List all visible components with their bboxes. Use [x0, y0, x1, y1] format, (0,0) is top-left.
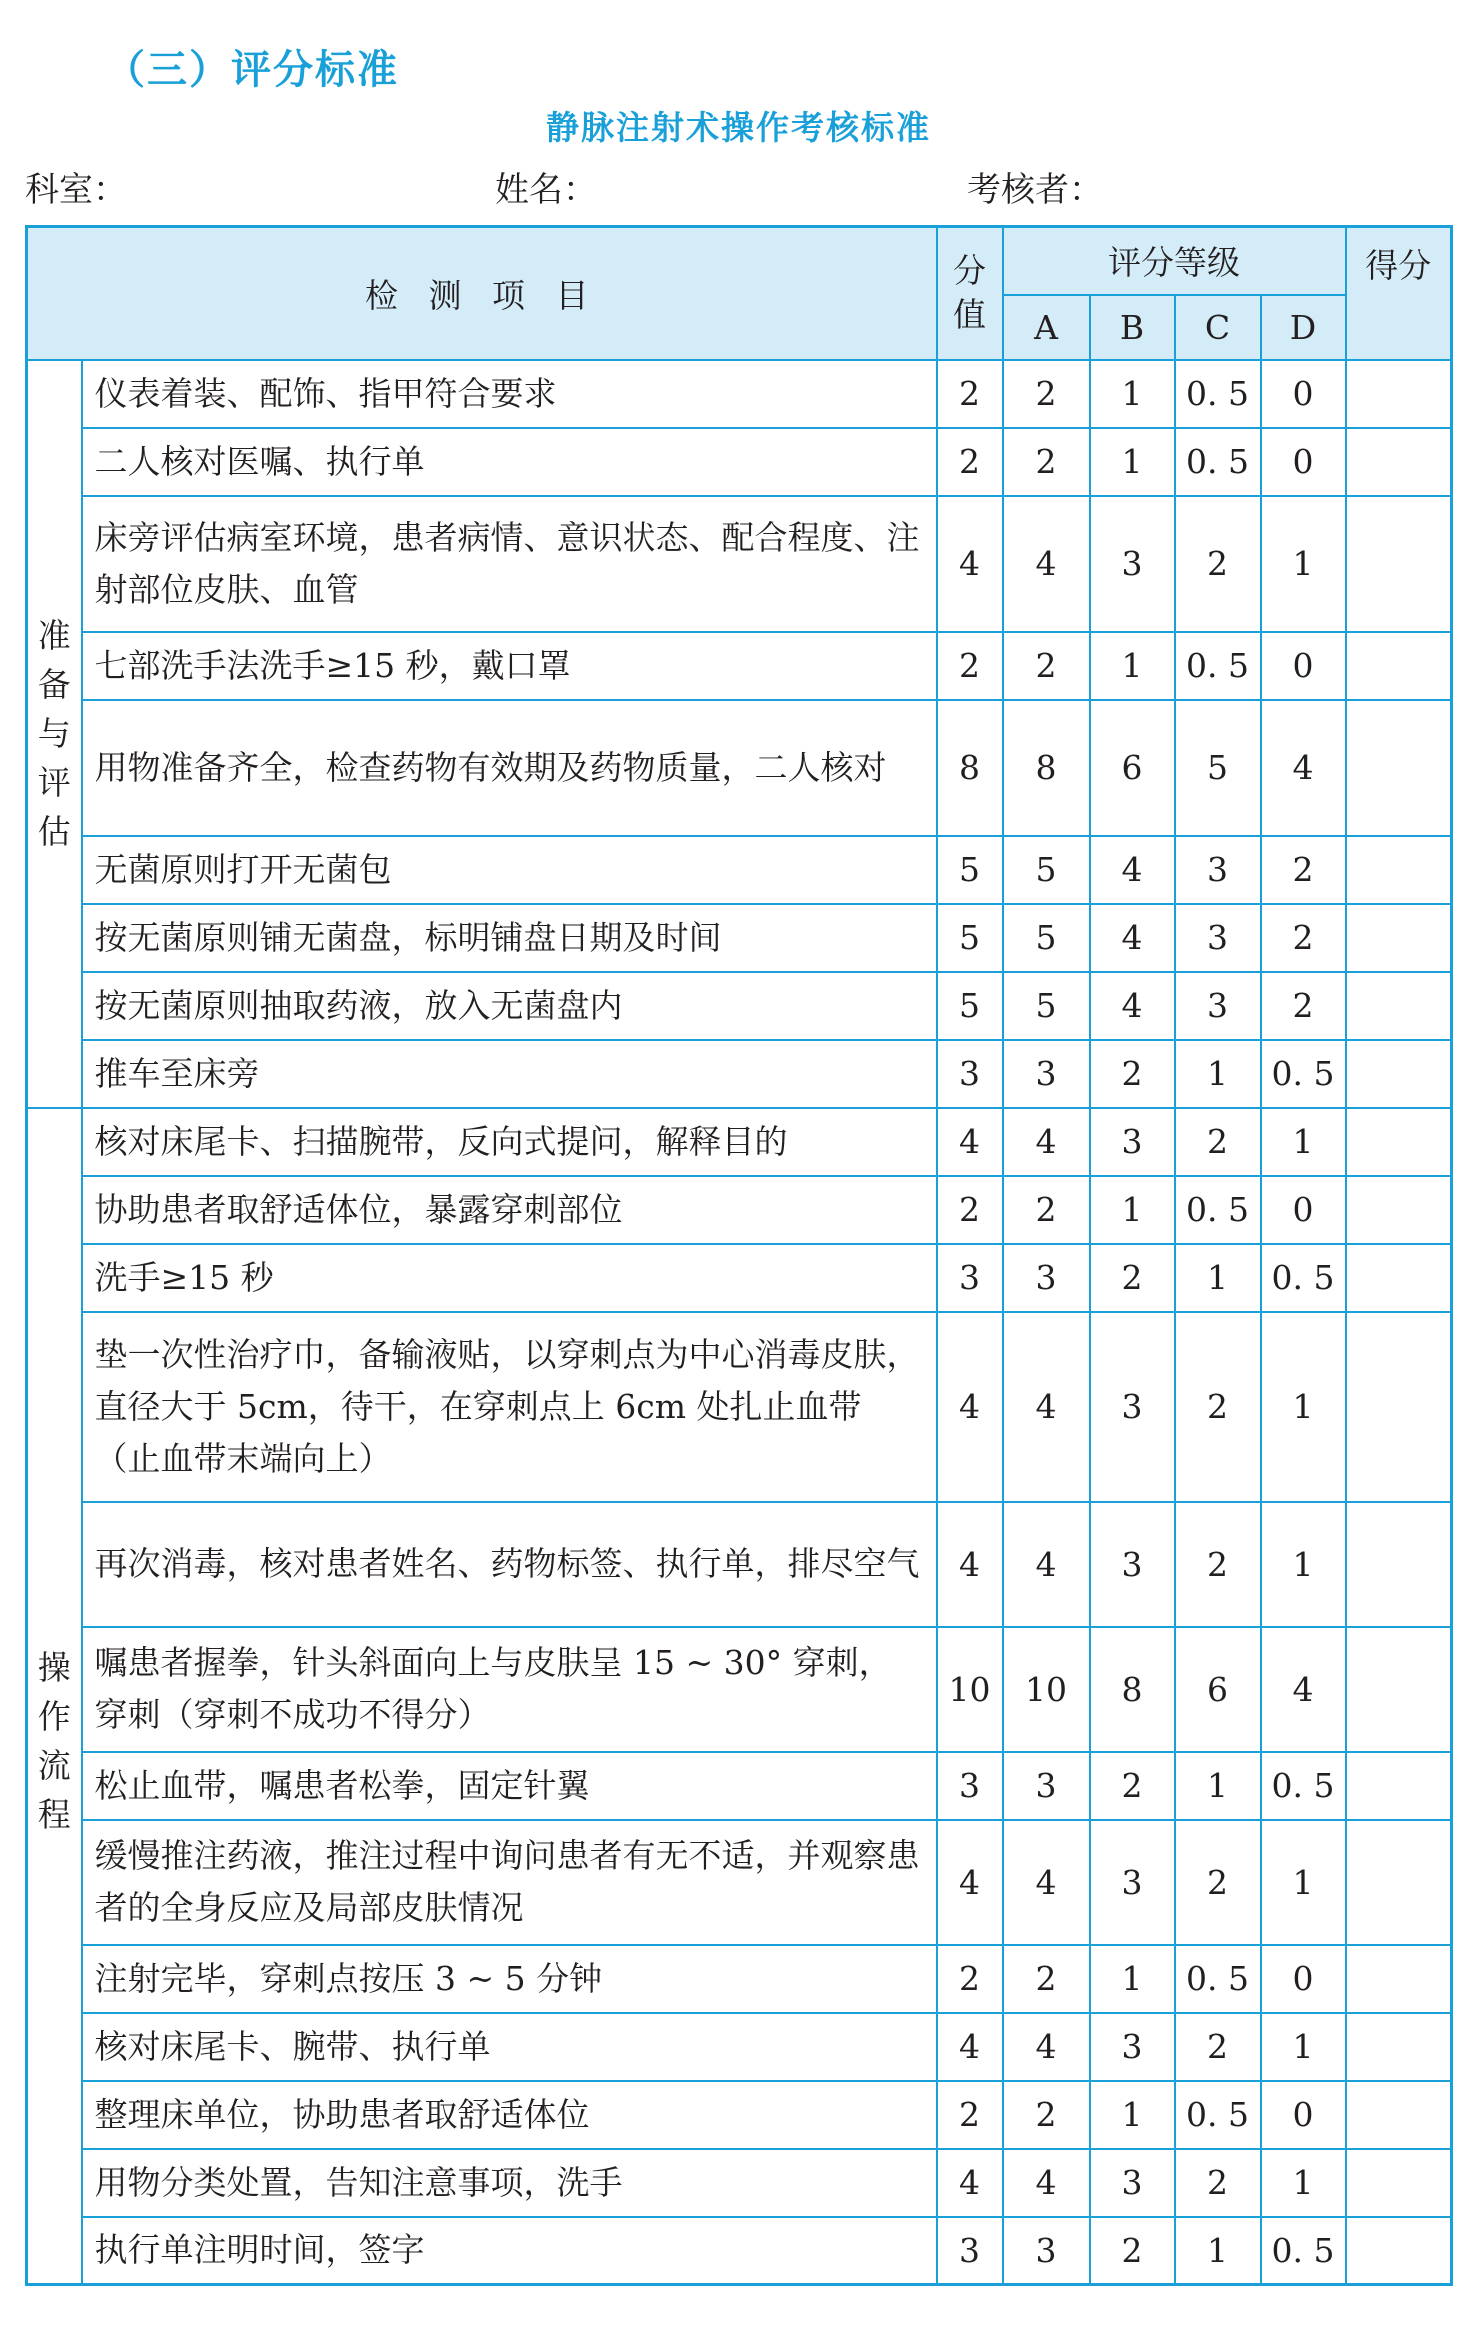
got-score-cell [1346, 1820, 1452, 1945]
grade-d-cell: 1 [1261, 1312, 1346, 1502]
grade-b-cell: 3 [1090, 1820, 1175, 1945]
grade-a-cell: 2 [1003, 1945, 1090, 2013]
score-value-cell: 4 [937, 1820, 1003, 1945]
header-grade-b: B [1090, 295, 1175, 360]
grade-d-cell: 1 [1261, 2013, 1346, 2081]
grade-a-cell: 3 [1003, 1752, 1090, 1820]
grade-b-cell: 3 [1090, 1502, 1175, 1627]
grade-d-cell: 1 [1261, 1820, 1346, 1945]
grade-a-cell: 4 [1003, 496, 1090, 632]
table-row [27, 1312, 1452, 1502]
category-procedure [27, 1108, 82, 2285]
grade-d-cell: 0 [1261, 428, 1346, 496]
score-value-cell: 5 [937, 836, 1003, 904]
table-row [27, 836, 1452, 904]
score-value-cell: 3 [937, 2217, 1003, 2285]
category-label: 准备与评估 [37, 616, 71, 851]
table-row [27, 1752, 1452, 1820]
category-preparation [27, 360, 82, 1108]
score-value-cell: 2 [937, 428, 1003, 496]
item-text: 二人核对医嘱、执行单 [82, 428, 937, 496]
table-row [27, 1244, 1452, 1312]
score-value-cell: 5 [937, 904, 1003, 972]
got-score-cell [1346, 1502, 1452, 1627]
score-value-cell: 2 [937, 360, 1003, 428]
name-label: 姓名： [495, 170, 597, 210]
header-grade-c: C [1175, 295, 1261, 360]
grade-d-cell: 2 [1261, 836, 1346, 904]
item-text: 无菌原则打开无菌包 [82, 836, 937, 904]
grade-d-cell: 0 [1261, 1176, 1346, 1244]
table-row [27, 496, 1452, 632]
grade-c-cell: 5 [1175, 700, 1261, 836]
grade-d-cell: 1 [1261, 1108, 1346, 1176]
grade-a-cell: 5 [1003, 904, 1090, 972]
got-score-cell [1346, 836, 1452, 904]
score-value-cell: 3 [937, 1244, 1003, 1312]
item-text: 垫一次性治疗巾，备输液贴，以穿刺点为中心消毒皮肤，直径大于 5cm，待干，在穿刺点上 6cm 处扎止血带（止血带末端向上） [82, 1312, 937, 1502]
table-row [27, 1040, 1452, 1108]
grade-b-cell: 3 [1090, 1108, 1175, 1176]
table-row [27, 2149, 1452, 2217]
grade-c-cell: 6 [1175, 1627, 1261, 1752]
got-score-cell [1346, 2081, 1452, 2149]
grade-c-cell: 1 [1175, 1040, 1261, 1108]
category-label: 操作流程 [37, 1647, 71, 1834]
table-row [27, 1176, 1452, 1244]
table-row [27, 972, 1452, 1040]
item-text: 七部洗手法洗手≥15 秒，戴口罩 [82, 632, 937, 700]
grade-d-cell: 2 [1261, 904, 1346, 972]
grade-a-cell: 4 [1003, 1820, 1090, 1945]
score-value-cell: 4 [937, 496, 1003, 632]
grade-d-cell: 0. 5 [1261, 1244, 1346, 1312]
table-row [27, 632, 1452, 700]
table-row [27, 1945, 1452, 2013]
grade-a-cell: 4 [1003, 2149, 1090, 2217]
table-row [27, 700, 1452, 836]
item-text: 缓慢推注药液，推注过程中询问患者有无不适，并观察患者的全身反应及局部皮肤情况 [82, 1820, 937, 1945]
grade-a-cell: 8 [1003, 700, 1090, 836]
header-score-value: 分值 [937, 227, 1003, 360]
grade-c-cell: 2 [1175, 2149, 1261, 2217]
grade-b-cell: 6 [1090, 700, 1175, 836]
grade-d-cell: 1 [1261, 1502, 1346, 1627]
table-row [27, 1627, 1452, 1752]
grade-a-cell: 5 [1003, 836, 1090, 904]
grade-a-cell: 4 [1003, 1502, 1090, 1627]
grade-b-cell: 4 [1090, 836, 1175, 904]
item-text: 仪表着装、配饰、指甲符合要求 [82, 360, 937, 428]
grade-c-cell: 0. 5 [1175, 360, 1261, 428]
item-text: 再次消毒，核对患者姓名、药物标签、执行单，排尽空气 [82, 1502, 937, 1627]
grade-a-cell: 2 [1003, 1176, 1090, 1244]
header-grade-a: A [1003, 295, 1090, 360]
got-score-cell [1346, 1176, 1452, 1244]
got-score-cell [1346, 632, 1452, 700]
grade-a-cell: 3 [1003, 1040, 1090, 1108]
item-text: 按无菌原则铺无菌盘，标明铺盘日期及时间 [82, 904, 937, 972]
table-row [27, 1820, 1452, 1945]
grade-a-cell: 3 [1003, 2217, 1090, 2285]
grade-a-cell: 4 [1003, 1312, 1090, 1502]
got-score-cell [1346, 1244, 1452, 1312]
got-score-cell [1346, 1627, 1452, 1752]
grade-c-cell: 1 [1175, 1244, 1261, 1312]
grade-b-cell: 8 [1090, 1627, 1175, 1752]
grade-c-cell: 2 [1175, 1820, 1261, 1945]
got-score-cell [1346, 2149, 1452, 2217]
item-text: 注射完毕，穿刺点按压 3 ~ 5 分钟 [82, 1945, 937, 2013]
item-text: 按无菌原则抽取药液，放入无菌盘内 [82, 972, 937, 1040]
grade-c-cell: 1 [1175, 2217, 1261, 2285]
score-value-cell: 2 [937, 1945, 1003, 2013]
grade-d-cell: 0 [1261, 632, 1346, 700]
score-value-cell: 3 [937, 1040, 1003, 1108]
got-score-cell [1346, 700, 1452, 836]
section-title: （三）评分标准 [105, 47, 399, 93]
grade-c-cell: 3 [1175, 972, 1261, 1040]
item-text: 核对床尾卡、腕带、执行单 [82, 2013, 937, 2081]
header-grade: 评分等级 [1003, 227, 1346, 295]
item-text: 执行单注明时间，签字 [82, 2217, 937, 2285]
grade-c-cell: 2 [1175, 1312, 1261, 1502]
item-text: 推车至床旁 [82, 1040, 937, 1108]
score-value-cell: 4 [937, 1108, 1003, 1176]
got-score-cell [1346, 1945, 1452, 2013]
grade-c-cell: 0. 5 [1175, 1176, 1261, 1244]
document-title: 静脉注射术操作考核标准 [546, 108, 931, 147]
table-row [27, 1502, 1452, 1627]
grade-c-cell: 2 [1175, 496, 1261, 632]
score-value-cell: 4 [937, 2013, 1003, 2081]
grade-b-cell: 3 [1090, 496, 1175, 632]
item-text: 床旁评估病室环境，患者病情、意识状态、配合程度、注射部位皮肤、血管 [82, 496, 937, 632]
grade-d-cell: 4 [1261, 1627, 1346, 1752]
score-value-cell: 10 [937, 1627, 1003, 1752]
grade-b-cell: 2 [1090, 1040, 1175, 1108]
item-text: 松止血带，嘱患者松拳，固定针翼 [82, 1752, 937, 1820]
table-row [27, 428, 1452, 496]
grade-c-cell: 0. 5 [1175, 2081, 1261, 2149]
grade-c-cell: 2 [1175, 2013, 1261, 2081]
grade-b-cell: 2 [1090, 1244, 1175, 1312]
got-score-cell [1346, 360, 1452, 428]
table-row [27, 360, 1452, 428]
got-score-cell [1346, 496, 1452, 632]
item-text: 协助患者取舒适体位，暴露穿刺部位 [82, 1176, 937, 1244]
grade-c-cell: 3 [1175, 904, 1261, 972]
grade-b-cell: 4 [1090, 972, 1175, 1040]
grade-c-cell: 1 [1175, 1752, 1261, 1820]
score-value-cell: 2 [937, 2081, 1003, 2149]
grade-d-cell: 1 [1261, 2149, 1346, 2217]
score-value-cell: 4 [937, 1312, 1003, 1502]
grade-c-cell: 0. 5 [1175, 428, 1261, 496]
got-score-cell [1346, 972, 1452, 1040]
grade-b-cell: 1 [1090, 428, 1175, 496]
grade-d-cell: 2 [1261, 972, 1346, 1040]
scoring-table [25, 225, 1453, 2286]
got-score-cell [1346, 1752, 1452, 1820]
grade-d-cell: 0. 5 [1261, 2217, 1346, 2285]
grade-b-cell: 1 [1090, 2081, 1175, 2149]
table-row [27, 2081, 1452, 2149]
grade-b-cell: 2 [1090, 1752, 1175, 1820]
item-text: 整理床单位，协助患者取舒适体位 [82, 2081, 937, 2149]
examiner-label: 考核者： [967, 170, 1103, 210]
department-label: 科室： [25, 170, 127, 210]
grade-c-cell: 0. 5 [1175, 1945, 1261, 2013]
got-score-cell [1346, 904, 1452, 972]
table-row [27, 1108, 1452, 1176]
score-value-cell: 8 [937, 700, 1003, 836]
table-row [27, 2013, 1452, 2081]
grade-a-cell: 2 [1003, 428, 1090, 496]
header-got-score: 得分 [1346, 227, 1452, 360]
item-text: 洗手≥15 秒 [82, 1244, 937, 1312]
table-row [27, 2217, 1452, 2285]
grade-d-cell: 0 [1261, 360, 1346, 428]
grade-c-cell: 3 [1175, 836, 1261, 904]
got-score-cell [1346, 2013, 1452, 2081]
grade-a-cell: 2 [1003, 2081, 1090, 2149]
grade-b-cell: 3 [1090, 2149, 1175, 2217]
grade-a-cell: 4 [1003, 2013, 1090, 2081]
grade-a-cell: 10 [1003, 1627, 1090, 1752]
grade-b-cell: 3 [1090, 1312, 1175, 1502]
score-value-cell: 4 [937, 2149, 1003, 2217]
score-value-cell: 2 [937, 632, 1003, 700]
item-text: 用物分类处置，告知注意事项，洗手 [82, 2149, 937, 2217]
grade-b-cell: 1 [1090, 1945, 1175, 2013]
grade-c-cell: 0. 5 [1175, 632, 1261, 700]
grade-b-cell: 1 [1090, 1176, 1175, 1244]
grade-c-cell: 2 [1175, 1502, 1261, 1627]
grade-c-cell: 2 [1175, 1108, 1261, 1176]
table-row [27, 904, 1452, 972]
grade-a-cell: 2 [1003, 360, 1090, 428]
grade-d-cell: 0. 5 [1261, 1040, 1346, 1108]
grade-d-cell: 0 [1261, 1945, 1346, 2013]
grade-d-cell: 0 [1261, 2081, 1346, 2149]
item-text: 用物准备齐全，检查药物有效期及药物质量，二人核对 [82, 700, 937, 836]
grade-a-cell: 4 [1003, 1108, 1090, 1176]
grade-a-cell: 2 [1003, 632, 1090, 700]
item-text: 嘱患者握拳，针头斜面向上与皮肤呈 15 ~ 30° 穿刺，穿刺（穿刺不成功不得分） [82, 1627, 937, 1752]
grade-b-cell: 1 [1090, 360, 1175, 428]
header-item: 检 测 项 目 [27, 227, 937, 360]
score-value-cell: 2 [937, 1176, 1003, 1244]
got-score-cell [1346, 1108, 1452, 1176]
grade-b-cell: 2 [1090, 2217, 1175, 2285]
got-score-cell [1346, 1312, 1452, 1502]
grade-d-cell: 4 [1261, 700, 1346, 836]
got-score-cell [1346, 2217, 1452, 2285]
item-text: 核对床尾卡、扫描腕带，反向式提问，解释目的 [82, 1108, 937, 1176]
grade-d-cell: 0. 5 [1261, 1752, 1346, 1820]
grade-d-cell: 1 [1261, 496, 1346, 632]
header-grade-d: D [1261, 295, 1346, 360]
grade-a-cell: 3 [1003, 1244, 1090, 1312]
score-value-cell: 3 [937, 1752, 1003, 1820]
grade-b-cell: 1 [1090, 632, 1175, 700]
grade-b-cell: 4 [1090, 904, 1175, 972]
score-value-cell: 4 [937, 1502, 1003, 1627]
grade-a-cell: 5 [1003, 972, 1090, 1040]
got-score-cell [1346, 1040, 1452, 1108]
score-value-cell: 5 [937, 972, 1003, 1040]
grade-b-cell: 3 [1090, 2013, 1175, 2081]
got-score-cell [1346, 428, 1452, 496]
